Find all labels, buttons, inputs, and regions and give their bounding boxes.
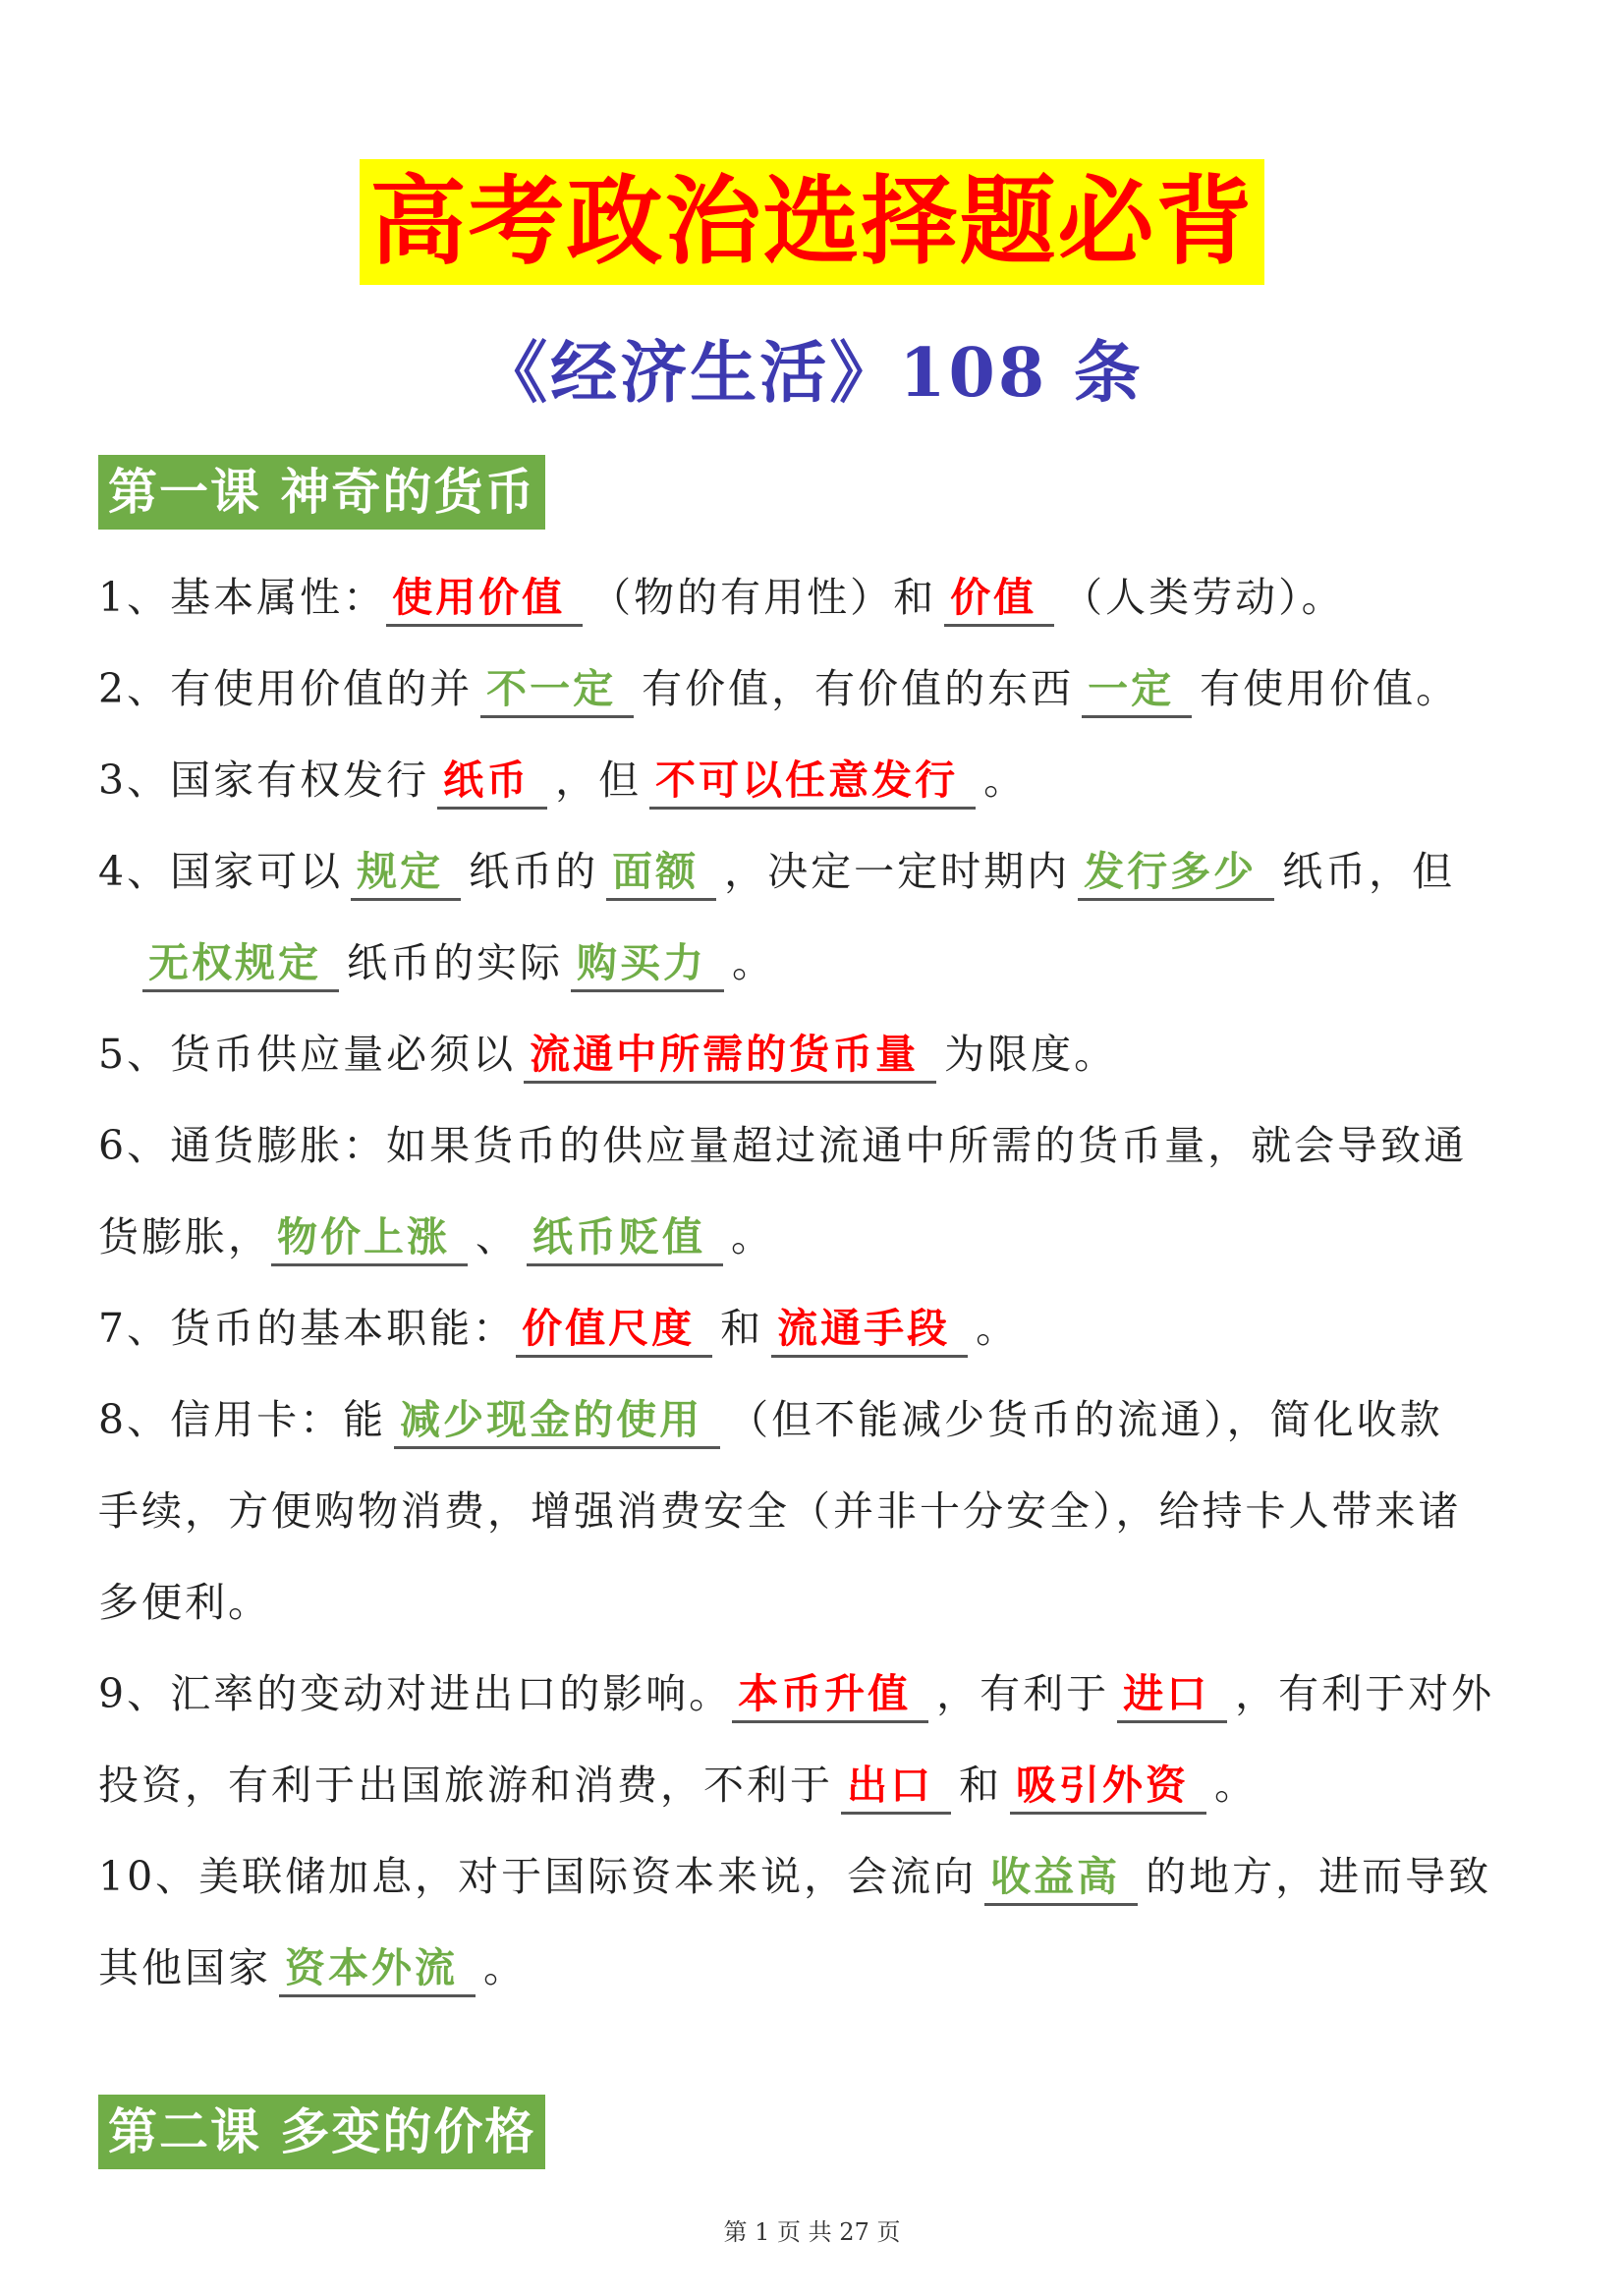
item-text: 为限度。 <box>944 1031 1118 1078</box>
item-text: （人类劳动）。 <box>1062 574 1345 621</box>
answer-blank: 本币升值 <box>732 1667 928 1723</box>
answer-blank: 面额 <box>606 845 716 901</box>
item-5 <box>98 1025 1533 1084</box>
answer-blank: 流通手段 <box>771 1302 968 1358</box>
item-9-continued <box>98 1756 1533 1815</box>
answer-blank: 减少现金的使用 <box>394 1393 720 1449</box>
item-10 <box>98 1847 1533 1906</box>
answer-blank: 发行多少 <box>1078 845 1274 901</box>
item-text: 。 <box>976 1305 1020 1352</box>
item-text: 。 <box>1214 1762 1258 1809</box>
item-1 <box>98 568 1533 627</box>
answer-blank: 吸引外资 <box>1010 1759 1206 1815</box>
item-text: ，决定一定时期内 <box>724 848 1071 895</box>
item-text: 投资，有利于出国旅游和消费，不利于 <box>98 1762 833 1809</box>
item-text: 的地方，进而导致 <box>1146 1853 1492 1900</box>
item-text: 手续，方便购物消费，增强消费安全（并非十分安全），给持卡人带来诸 <box>98 1487 1462 1535</box>
answer-blank: 不可以任意发行 <box>649 754 976 810</box>
page-subtitle: 《经济生活》108 条 <box>480 334 1144 413</box>
item-4-continued <box>142 933 1577 992</box>
answer-blank: 纸币 <box>437 754 547 810</box>
answer-blank: 纸币贬值 <box>527 1210 723 1266</box>
item-9 <box>98 1664 1533 1723</box>
answer-blank: 价值 <box>944 571 1054 627</box>
item-text: 7、货币的基本职能： <box>98 1305 517 1352</box>
item-3 <box>98 751 1533 810</box>
item-4 <box>98 842 1533 901</box>
item-8-continued-2 <box>98 1573 1533 1632</box>
answer-blank: 流通中所需的货币量 <box>524 1028 936 1084</box>
answer-blank: 购买力 <box>571 936 724 992</box>
lesson-1-heading: 第一课 神奇的货币 <box>98 455 545 530</box>
item-6-continued <box>98 1207 1533 1266</box>
title-container <box>0 159 1624 285</box>
item-text: 和 <box>959 1762 1002 1809</box>
item-text: 10、美联储加息，对于国际资本来说，会流向 <box>98 1853 978 1900</box>
item-7 <box>98 1299 1533 1358</box>
item-text: 4、国家可以 <box>98 848 344 895</box>
item-text: 有价值，有价值的东西 <box>642 665 1075 712</box>
item-text: 6、通货膨胀：如果货币的供应量超过流通中所需的货币量，就会导致通 <box>98 1122 1468 1169</box>
item-text: 3、国家有权发行 <box>98 756 430 804</box>
item-text: 其他国家 <box>98 1944 271 1991</box>
answer-blank: 一定 <box>1082 662 1192 718</box>
answer-blank: 无权规定 <box>142 936 339 992</box>
item-10-continued <box>98 1938 1533 1997</box>
answer-blank: 不一定 <box>480 662 634 718</box>
answer-blank: 物价上涨 <box>271 1210 468 1266</box>
answer-blank: 规定 <box>351 845 461 901</box>
item-text: 多便利。 <box>98 1579 271 1626</box>
item-6 <box>98 1116 1533 1175</box>
item-text: （但不能减少货币的流通），简化收款 <box>728 1396 1443 1443</box>
item-text: 。 <box>732 939 775 986</box>
answer-blank: 收益高 <box>984 1850 1138 1906</box>
item-2 <box>98 659 1533 718</box>
answer-blank: 进口 <box>1117 1667 1227 1723</box>
item-text: ，但 <box>555 756 643 804</box>
item-text: 。 <box>731 1213 774 1260</box>
lesson-2-heading: 第二课 多变的价格 <box>98 2095 545 2169</box>
answer-blank: 价值尺度 <box>516 1302 712 1358</box>
item-8-continued <box>98 1482 1533 1540</box>
answer-blank: 使用价值 <box>386 571 583 627</box>
item-text: 纸币的 <box>469 848 599 895</box>
answer-blank: 出口 <box>841 1759 951 1815</box>
item-text: 、 <box>476 1213 519 1260</box>
item-text: 8、信用卡：能 <box>98 1396 387 1443</box>
item-text: 9、汇率的变动对进出口的影响。 <box>98 1670 733 1717</box>
answer-blank: 资本外流 <box>279 1941 476 1997</box>
item-text: ，有利于 <box>936 1670 1110 1717</box>
item-8 <box>98 1390 1533 1449</box>
item-text: 。 <box>983 756 1028 804</box>
page-footer: 第 1 页 共 27 页 <box>723 2218 901 2246</box>
item-text: 。 <box>483 1944 527 1991</box>
item-text: ，有利于对外 <box>1235 1670 1495 1717</box>
item-text: 和 <box>720 1305 764 1352</box>
item-text: 1、基本属性： <box>98 574 387 621</box>
item-text: 纸币的实际 <box>347 939 563 986</box>
item-text: 货膨胀， <box>98 1213 271 1260</box>
item-text: 有使用价值。 <box>1200 665 1460 712</box>
item-text: 5、货币供应量必须以 <box>98 1031 517 1078</box>
page-title: 高考政治选择题必背 <box>360 159 1263 285</box>
item-text: 2、有使用价值的并 <box>98 665 474 712</box>
item-text: （物的有用性）和 <box>590 574 937 621</box>
item-text: 纸币，但 <box>1282 848 1456 895</box>
